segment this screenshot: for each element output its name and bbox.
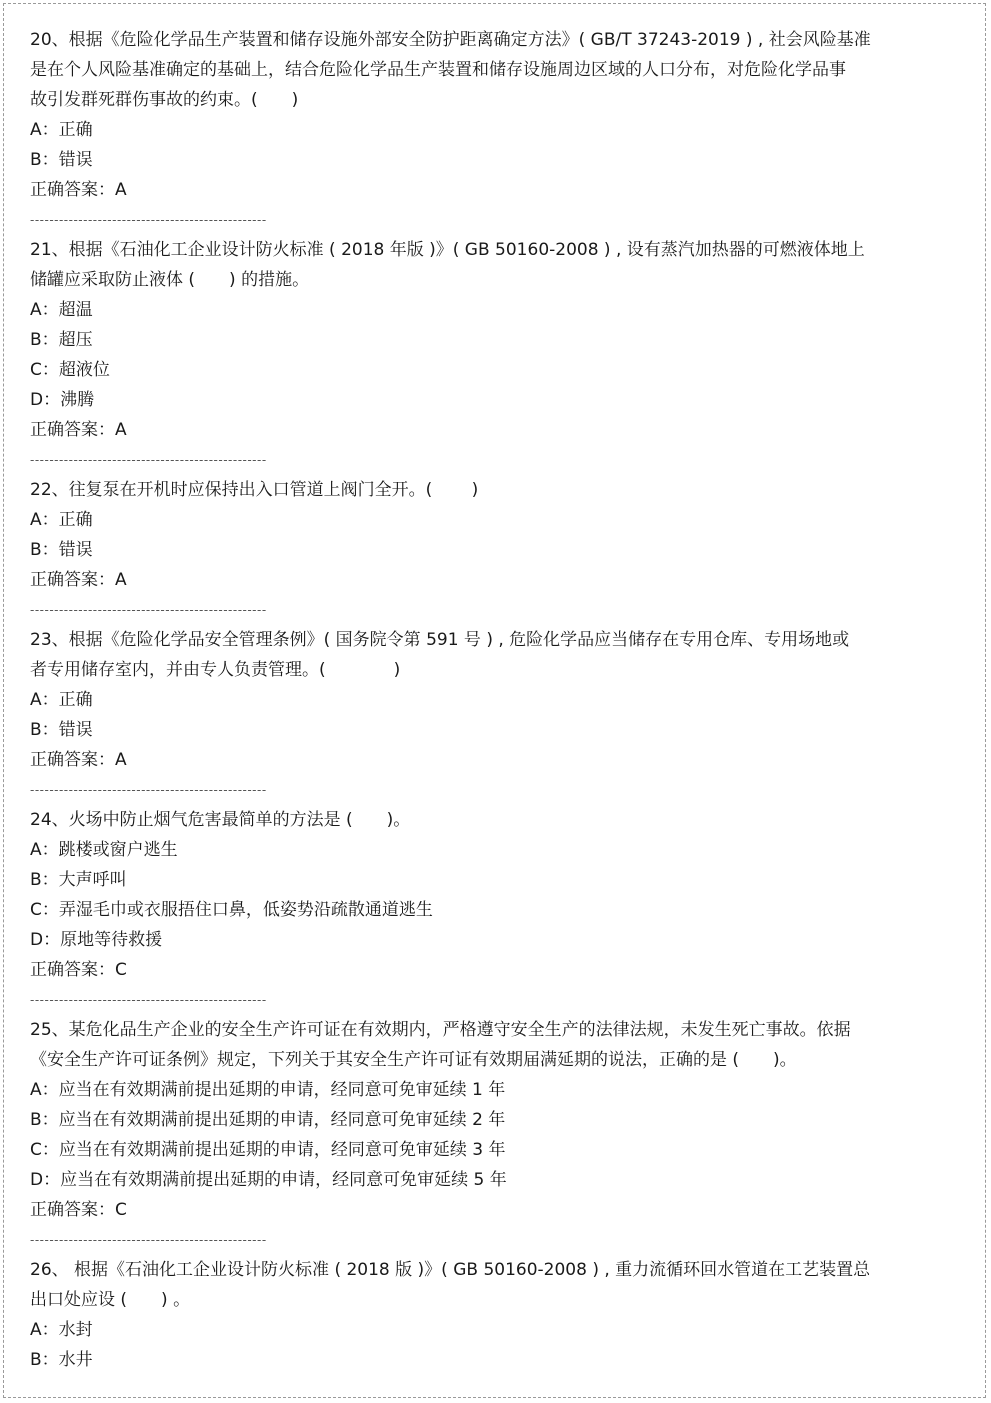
question-25-option-d: D：应当在有效期满前提出延期的申请，经同意可免审延续 5 年 (30, 1170, 507, 1190)
question-23-option-b: B：错误 (30, 720, 93, 740)
question-20-text-line-1: 20、根据《危险化学品生产装置和储存设施外部安全防护距离确定方法》( GB/T 37243-2019 ) , 社会风险基准 (30, 30, 871, 50)
separator: ------------------------------------------------- (30, 213, 267, 227)
question-24-option-c: C：弄湿毛巾或衣服捂住口鼻，低姿势沿疏散通道逃生 (30, 900, 433, 920)
question-23-text-line-2: 者专用储存室内，并由专人负责管理。( ) (30, 660, 401, 680)
question-21-option-c: C：超液位 (30, 360, 110, 380)
question-22-option-b: B：错误 (30, 540, 93, 560)
question-25-answer: 正确答案：C (30, 1200, 127, 1220)
question-25-option-a: A：应当在有效期满前提出延期的申请，经同意可免审延续 1 年 (30, 1080, 506, 1100)
question-22-option-a: A：正确 (30, 510, 93, 530)
question-22-text-line-1: 22、往复泵在开机时应保持出入口管道上阀门全开。( ) (30, 480, 479, 500)
question-20-answer: 正确答案：A (30, 180, 127, 200)
question-20-option-b: B：错误 (30, 150, 93, 170)
separator: ------------------------------------------------- (30, 603, 267, 617)
question-20-text-line-2: 是在个人风险基准确定的基础上，结合危险化学品生产装置和储存设施周边区域的人口分布，对危险化学品事 (30, 60, 846, 80)
question-20-text-line-3: 故引发群死群伤事故的约束。( ) (30, 90, 299, 110)
question-21-option-b: B：超压 (30, 330, 93, 350)
question-24-text-line-1: 24、火场中防止烟气危害最简单的方法是 ( )。 (30, 810, 411, 830)
question-21-text-line-1: 21、根据《石油化工企业设计防火标准 ( 2018 年版 )》( GB 50160-2008 ) , 设有蒸汽加热器的可燃液体地上 (30, 240, 865, 260)
separator: ------------------------------------------------- (30, 783, 267, 797)
question-21-option-a: A：超温 (30, 300, 93, 320)
question-26-text-line-2: 出口处应设 ( ) 。 (30, 1290, 191, 1310)
question-26-option-b: B：水井 (30, 1350, 93, 1370)
question-23-option-a: A：正确 (30, 690, 93, 710)
question-21-option-d: D：沸腾 (30, 390, 95, 410)
question-25-option-c: C：应当在有效期满前提出延期的申请，经同意可免审延续 3 年 (30, 1140, 506, 1160)
question-list (30, 25, 890, 1375)
separator: ------------------------------------------------- (30, 1233, 267, 1247)
question-25-text-line-1: 25、某危化品生产企业的安全生产许可证在有效期内，严格遵守安全生产的法律法规，未发生死亡事故。依据 (30, 1020, 851, 1040)
question-23-text-line-1: 23、根据《危险化学品安全管理条例》( 国务院令第 591 号 ) , 危险化学品应当储存在专用仓库、专用场地或 (30, 630, 850, 650)
question-21-text-line-2: 储罐应采取防止液体 ( ) 的措施。 (30, 270, 310, 290)
question-26-option-a: A：水封 (30, 1320, 93, 1340)
question-24-option-d: D：原地等待救援 (30, 930, 163, 950)
question-23-answer: 正确答案：A (30, 750, 127, 770)
question-20-option-a: A：正确 (30, 120, 93, 140)
question-25-option-b: B：应当在有效期满前提出延期的申请，经同意可免审延续 2 年 (30, 1110, 506, 1130)
question-24-answer: 正确答案：C (30, 960, 127, 980)
separator: ------------------------------------------------- (30, 993, 267, 1007)
question-21-answer: 正确答案：A (30, 420, 127, 440)
question-24-option-a: A：跳楼或窗户逃生 (30, 840, 178, 860)
separator: ------------------------------------------------- (30, 453, 267, 467)
question-25-text-line-2: 《安全生产许可证条例》规定，下列关于其安全生产许可证有效期届满延期的说法，正确的是 ( )。 (30, 1050, 797, 1070)
question-24-option-b: B：大声呼叫 (30, 870, 127, 890)
question-22-answer: 正确答案：A (30, 570, 127, 590)
question-26-text-line-1: 26、 根据《石油化工企业设计防火标准 ( 2018 版 )》( GB 50160-2008 ) , 重力流循环回水管道在工艺装置总 (30, 1260, 871, 1280)
